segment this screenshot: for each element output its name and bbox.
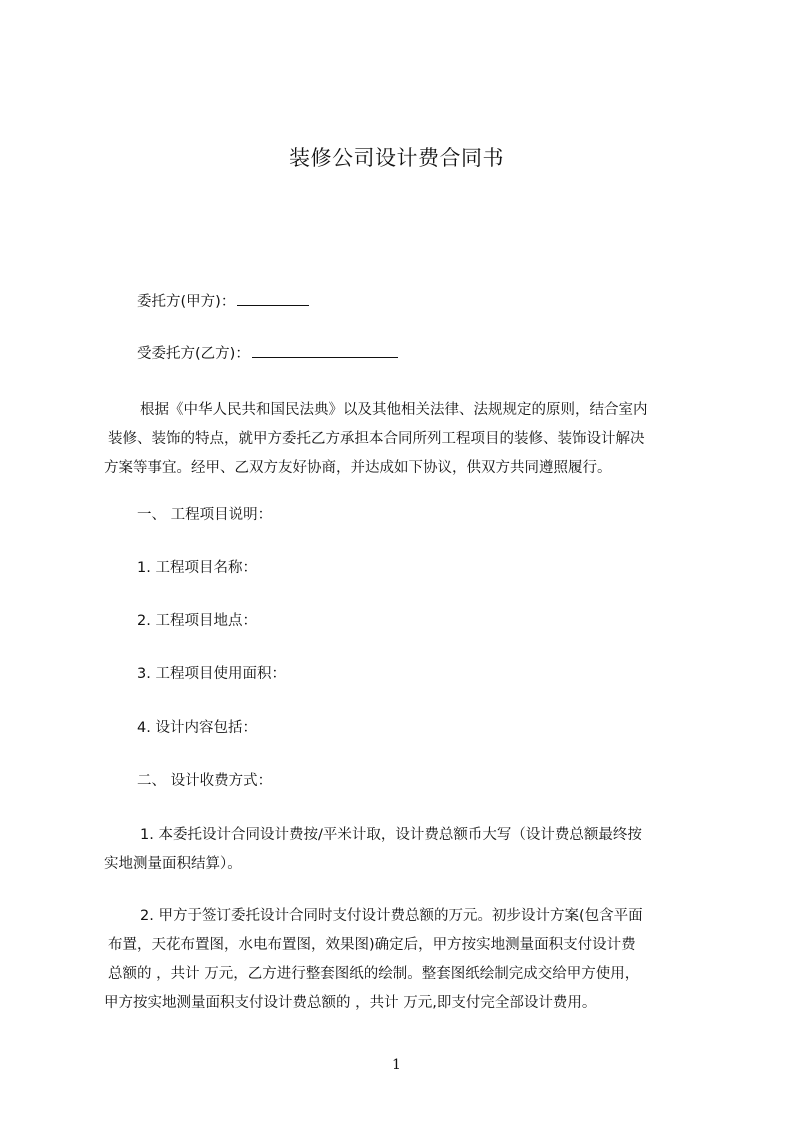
party-b-line xyxy=(137,343,398,364)
intro-line: 根据《中华人民共和国民法典》以及其他相关法律、法规规定的原则，结合室内 xyxy=(140,402,648,418)
clause2-line: 总额的 ，共计 万元，乙方进行整套图纸的绘制。整套图纸绘制完成交给甲方使用， xyxy=(108,966,640,982)
party-a-label: 委托方(甲方)： xyxy=(137,294,236,310)
page-number: 1 xyxy=(392,1057,401,1073)
clause2-line: 甲方按实地测量面积支付设计费总额的 ，共计 万元,即支付完全部设计费用。 xyxy=(104,995,597,1011)
section1-item: 3. 工程项目使用面积： xyxy=(137,666,286,682)
clause2-line: 2. 甲方于签订委托设计合同时支付设计费总额的万元。初步设计方案(包含平面 xyxy=(140,908,643,924)
party-b-blank xyxy=(252,343,398,358)
clause2-paragraph xyxy=(104,902,704,1018)
intro-line: 方案等事宜。经甲、乙双方友好协商，并达成如下协议，供双方共同遵照履行。 xyxy=(104,460,612,476)
section1-heading: 一、 工程项目说明： xyxy=(137,507,273,523)
section2-heading: 二、 设计收费方式： xyxy=(137,773,273,789)
party-a-line xyxy=(137,291,309,312)
section1-item: 4. 设计内容包括： xyxy=(137,720,257,736)
clause1-line: 实地测量面积结算）。 xyxy=(104,856,242,872)
section1-item: 1. 工程项目名称： xyxy=(137,560,257,576)
clause1-line: 1. 本委托设计合同设计费按/平米计取，设计费总额币大写（设计费总额最终按 xyxy=(140,827,642,843)
party-b-label: 受委托方(乙方)： xyxy=(137,346,250,362)
document-title: 装修公司设计费合同书 xyxy=(289,146,504,170)
clause1-paragraph xyxy=(104,821,704,879)
section1-item: 2. 工程项目地点： xyxy=(137,613,257,629)
clause2-line: 布置，天花布置图，水电布置图，效果图)确定后，甲方按实地测量面积支付设计费 xyxy=(108,937,636,953)
party-a-blank xyxy=(237,291,309,306)
intro-paragraph xyxy=(104,396,704,483)
intro-line: 装修、装饰的特点，就甲方委托乙方承担本合同所列工程项目的装修、装饰设计解决 xyxy=(108,431,645,447)
